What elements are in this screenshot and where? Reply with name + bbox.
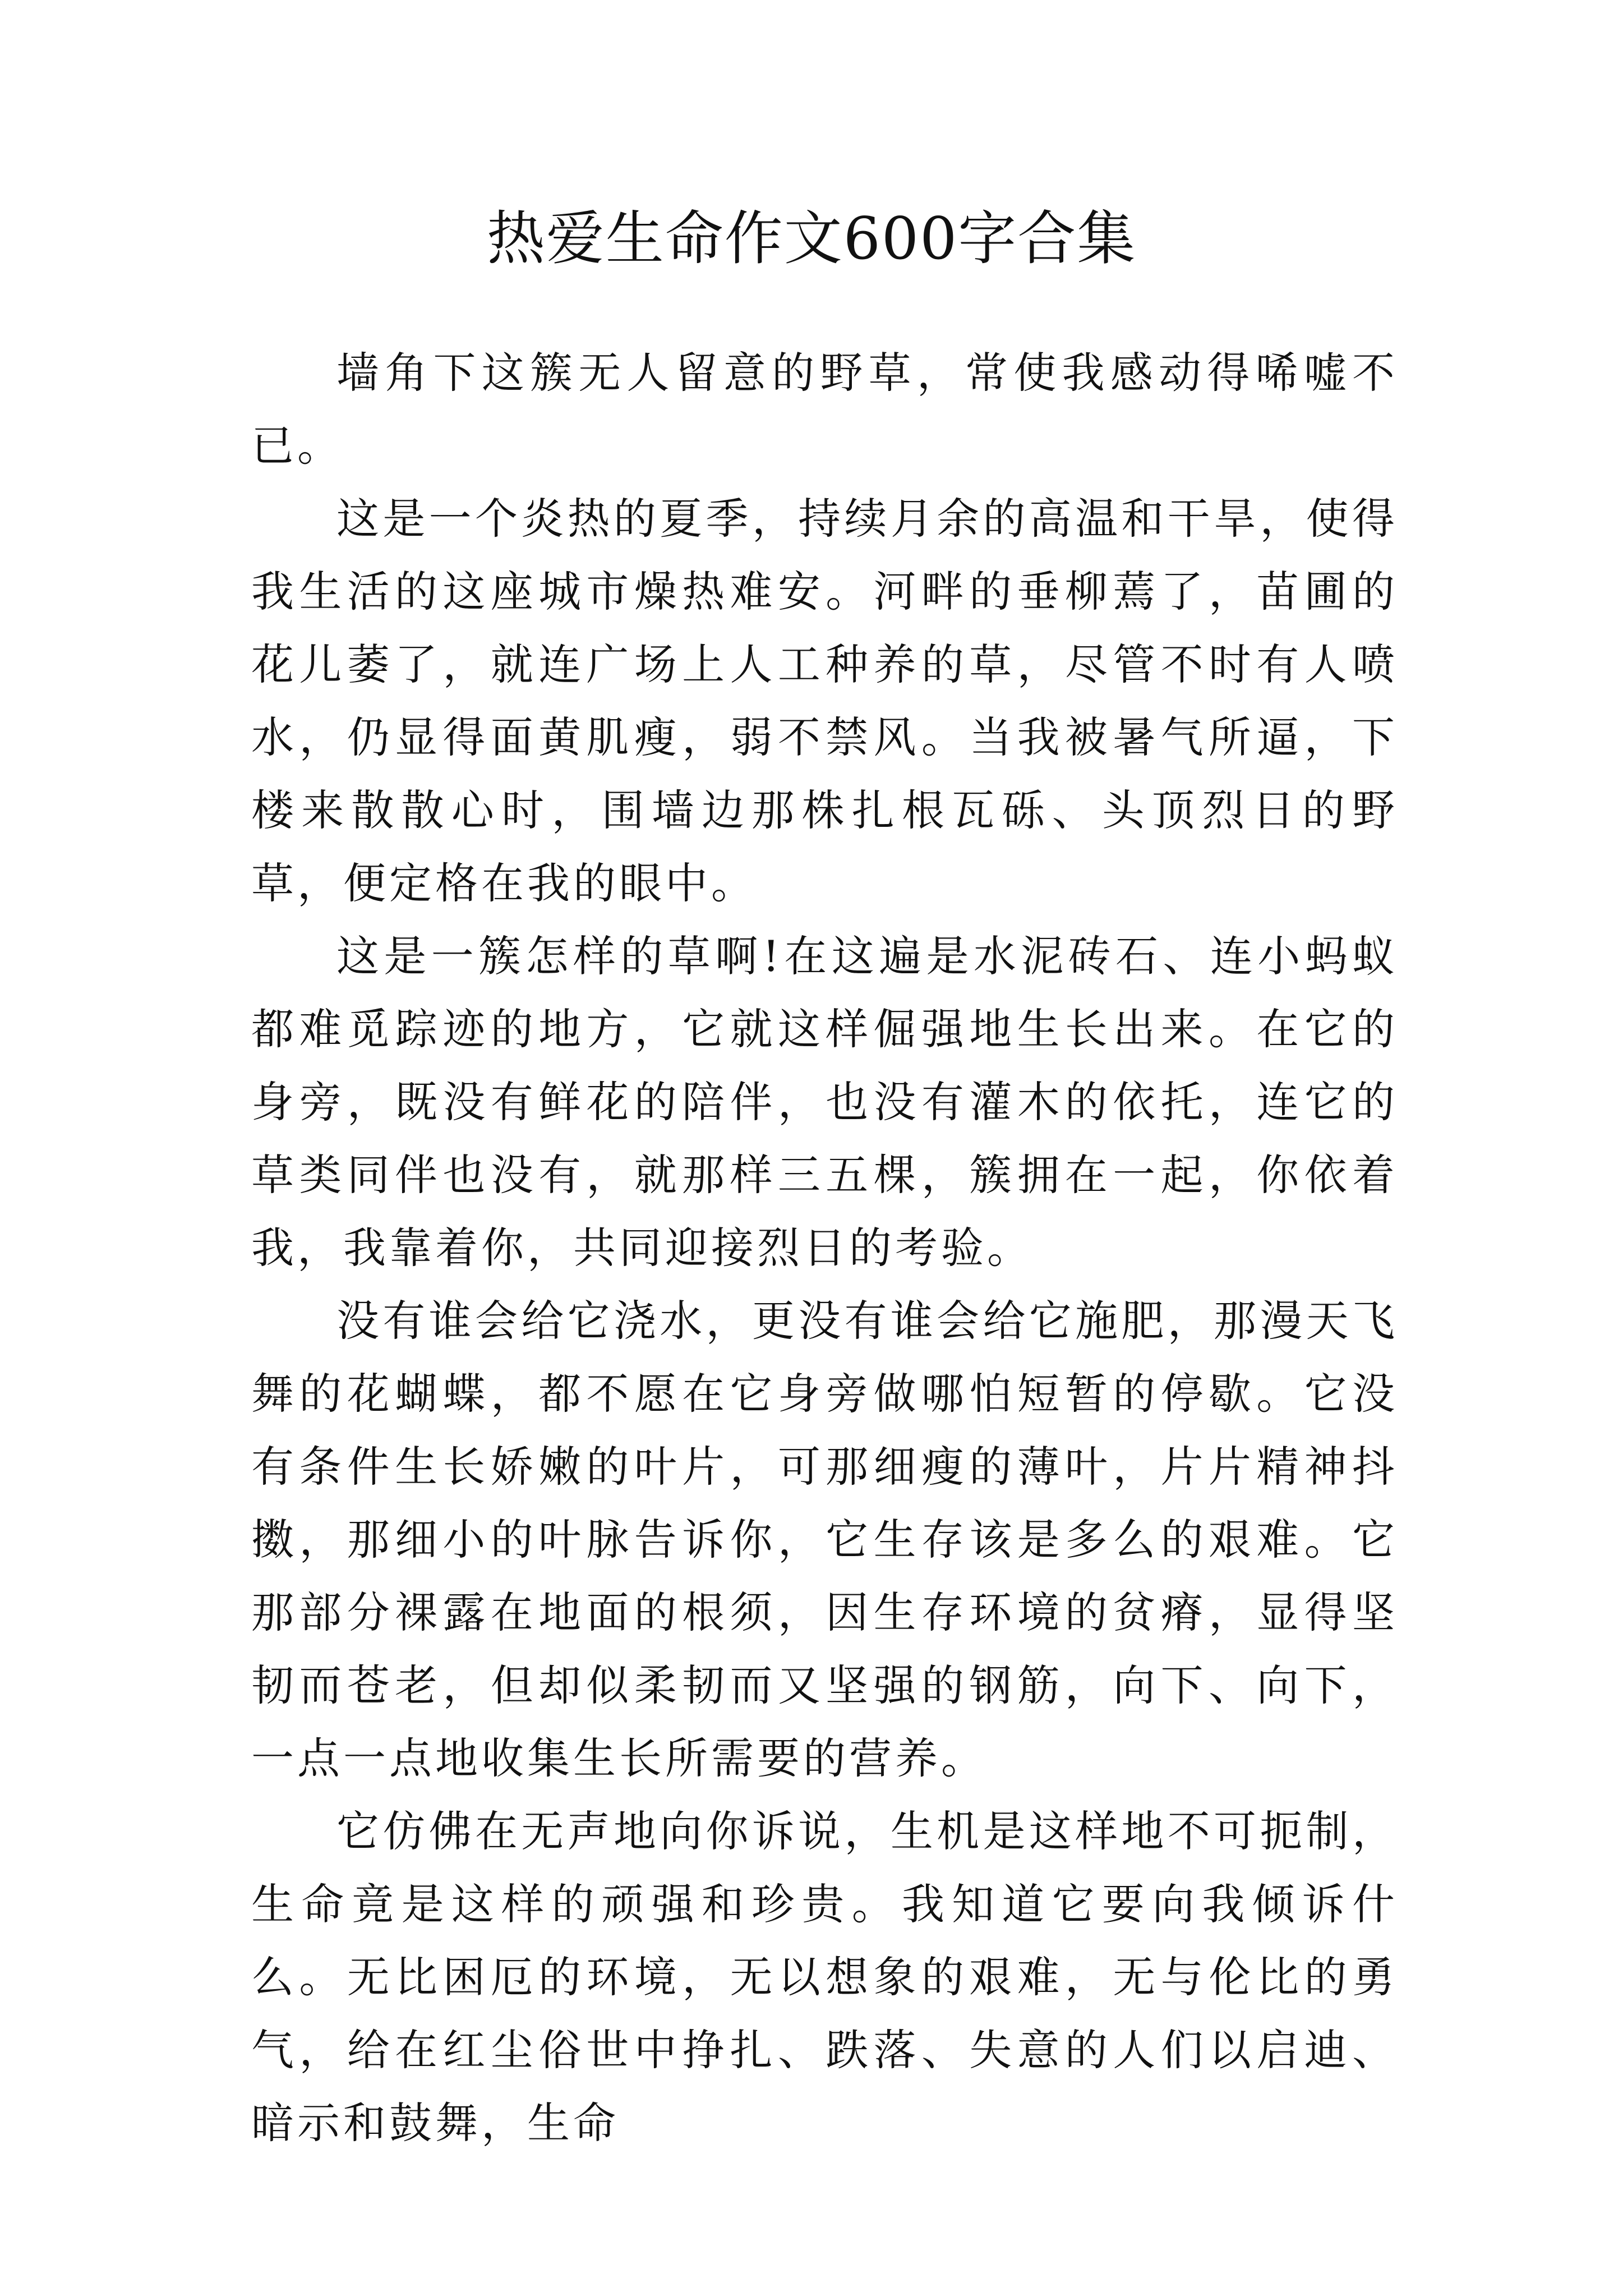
paragraph: 这是一个炎热的夏季，持续月余的高温和干旱，使得我生活的这座城市燥热难安。河畔的垂柳蔫了，苗圃的花儿萎了，就连广场上人工种养的草，尽管不时有人喷水，仍显得面黄肌瘦，弱不禁风。当我被暑气所逼，下楼来散散心时，围墙边那株扎根瓦砾、头顶烈日的野草，便定格在我的眼中。	[251, 494, 1398, 908]
paragraph: 这是一簇怎样的草啊!在这遍是水泥砖石、连小蚂蚁都难觅踪迹的地方，它就这样倔强地生长出来。在它的身旁，既没有鲜花的陪伴，也没有灌木的依托，连它的草类同伴也没有，就那样三五棵，簇拥在一起，你依着我，我靠着你，共同迎接烈日的考验。	[251, 931, 1398, 1273]
document-body	[251, 337, 1398, 2160]
document-title: 热爱生命作文600字合集	[486, 204, 1137, 273]
paragraph: 墙角下这簇无人留意的野草，常使我感动得唏嘘不已。	[251, 348, 1398, 471]
paragraph: 没有谁会给它浇水，更没有谁会给它施肥，那漫天飞舞的花蝴蝶，都不愿在它身旁做哪怕短暂的停歇。它没有条件生长娇嫩的叶片，可那细瘦的薄叶，片片精神抖擞，那细小的叶脉告诉你，它生存该是多么的艰难。它那部分裸露在地面的根须，因生存环境的贫瘠，显得坚韧而苍老，但却似柔韧而又坚强的钢筋，向下、向下，一点一点地收集生长所需要的营养。	[251, 1296, 1398, 1783]
paragraph: 它仿佛在无声地向你诉说，生机是这样地不可扼制，生命竟是这样的顽强和珍贵。我知道它要向我倾诉什么。无比困厄的环境，无以想象的艰难，无与伦比的勇气，给在红尘俗世中挣扎、跌落、失意的人们以启迪、暗示和鼓舞，生命	[251, 1806, 1398, 2148]
